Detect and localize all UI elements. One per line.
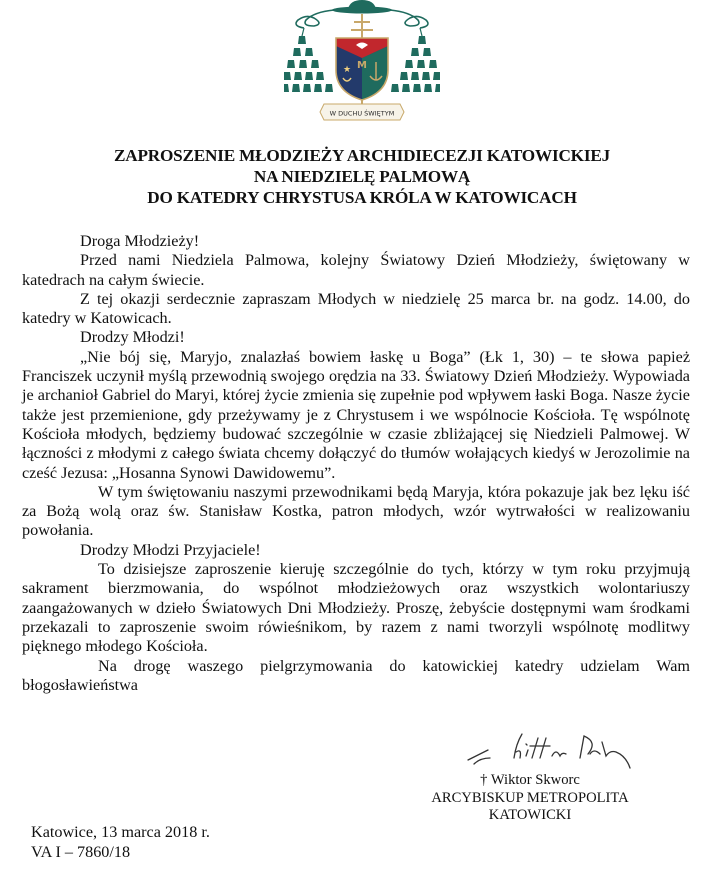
archbishop-coat-of-arms-icon — [284, 0, 440, 128]
paragraph-4: W tym świętowaniu naszymi przewodnikami będą Maryja, która pokazuje jak bez lęku iść za Bożą wolą oraz św. Stanisław Kostka, patron młodych, wzór wytrwałości w realizowaniu powołania. — [22, 482, 690, 540]
svg-text:M: M — [357, 60, 367, 71]
document-footer — [31, 823, 210, 862]
svg-text:W DUCHU ŚWIĘTYM: W DUCHU ŚWIĘTYM — [329, 109, 395, 118]
greeting-3: Drodzy Młodzi Przyjaciele! — [80, 540, 261, 559]
signer-title-2: KATOWICKI — [488, 807, 572, 823]
title-line-2: NA NIEDZIELĘ PALMOWĄ — [253, 167, 471, 186]
signer-title-1: ARCYBISKUP METROPOLITA — [431, 789, 629, 806]
handwritten-signature-icon — [460, 728, 640, 773]
svg-text:★: ★ — [342, 64, 352, 74]
paragraph-3: „Nie bój się, Maryjo, znalazłaś bowiem łaskę u Boga” (Łk 1, 30) – te słowa papież Franciszek uczynił myślą przewodnią swojego orędzia na 33. Światowy Dzień Młodzieży. Wypowiada je archanioł Gabriel do Maryi, której życie zmienia się zupełnie pod wpływem łaski Boga. Nasze życie także jest przemienione, gdy przeżywamy je z Chrystusem i we wspólnocie Kościoła. Tę wspólnotę Kościoła młodych, będziemy budować szczególnie w czasie zbliżającej się Niedzieli Palmowej. W łączności z młodymi z całego świata chcemy dołączyć do tłumów wołających kiedyś w Jerozolimie na cześć Jezusa: „Hosanna Synowi Dawidowemu”. — [22, 347, 690, 482]
paragraph-2: Z tej okazji serdecznie zapraszam Młodych w niedzielę 25 marca br. na godz. 14.00, do katedry w Katowicach. — [22, 289, 690, 328]
signer-block — [430, 772, 630, 825]
document-title — [0, 145, 724, 208]
title-line-1: ZAPROSZENIE MŁODZIEŻY ARCHIDIECEZJI KATOWICKIEJ — [114, 146, 610, 165]
signer-name: † Wiktor Skworc — [480, 772, 580, 788]
title-line-3: DO KATEDRY CHRYSTUSA KRÓLA W KATOWICACH — [147, 188, 577, 207]
reference-number: VA I – 7860/18 — [31, 842, 131, 861]
greeting-2: Drodzy Młodzi! — [80, 328, 185, 347]
paragraph-5: To dzisiejsze zaproszenie kieruję szczególnie do tych, którzy w tym roku przyjmują sakrament bierzmowania, do wspólnot młodzieżowych oraz wszystkich wolontariuszy zaangażowanych w dzieło Światowych Dni Młodzieży. Proszę, żebyście dostępnymi wam środkami przekazali to zaproszenie swoim rówieśnikom, by razem z nami tworzyli wspólnotę modlitwy pięknego młodego Kościoła. — [22, 560, 690, 656]
paragraph-1: Przed nami Niedziela Palmowa, kolejny Światowy Dzień Młodzieży, świętowany w katedrach na całym świecie. — [22, 251, 690, 289]
letter-body — [22, 232, 690, 695]
place-date: Katowice, 13 marca 2018 r. — [31, 823, 210, 841]
greeting-1: Droga Młodzieży! — [80, 232, 200, 250]
paragraph-6: Na drogę waszego pielgrzymowania do katowickiej katedry udzielam Wam błogosławieństwa — [22, 656, 690, 694]
